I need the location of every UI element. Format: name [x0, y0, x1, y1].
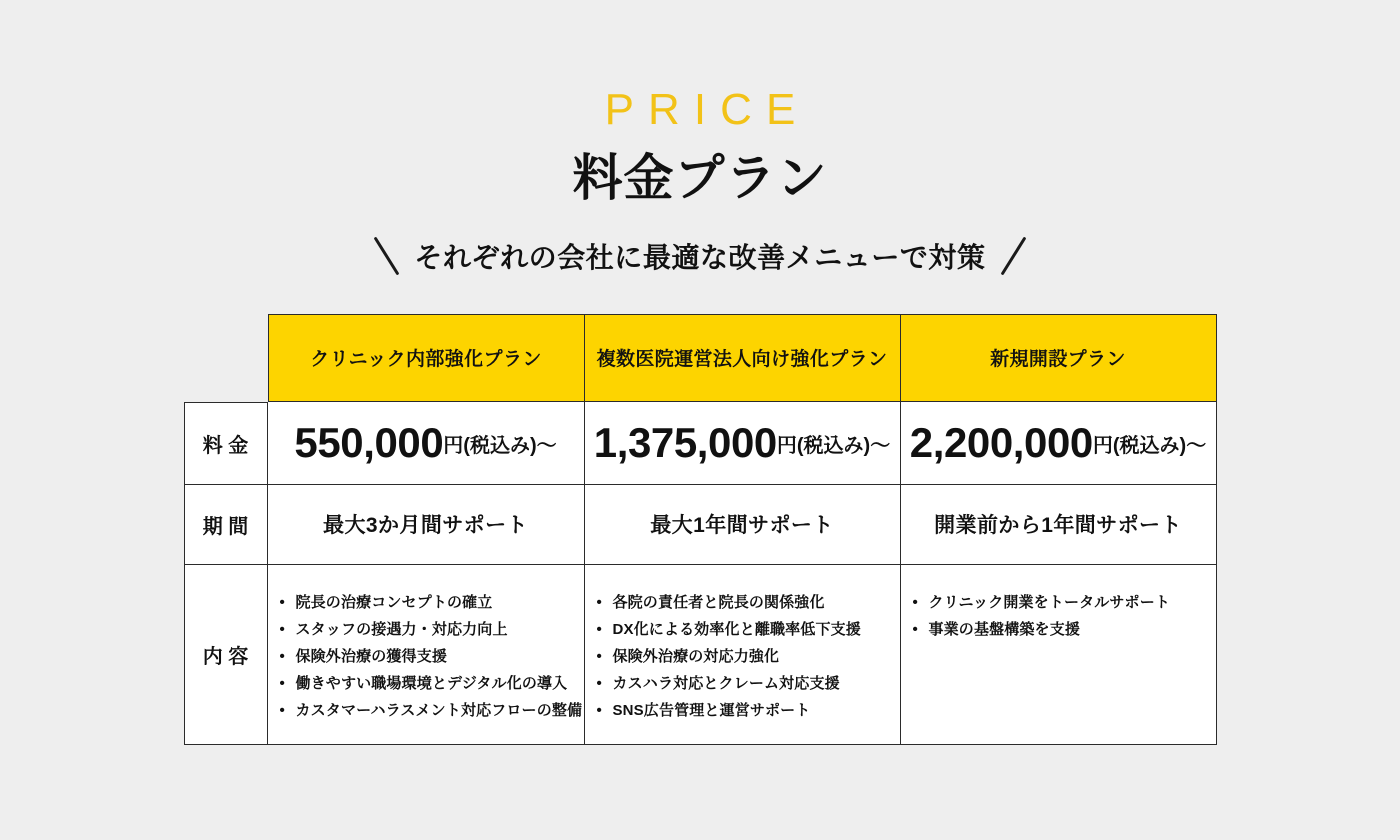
- features-cell-plan2: [585, 565, 901, 745]
- section-subtitle: それぞれの会社に最適な改善メニューで対策: [414, 241, 986, 273]
- feature-item: • SNS広告管理と運営サポート: [595, 703, 861, 719]
- price-cell-plan2: [585, 402, 901, 485]
- feature-item: • 保険外治療の対応力強化: [595, 649, 861, 665]
- price-cell-plan1: [268, 402, 585, 485]
- price-suffix: 円(税込み)〜: [443, 434, 557, 457]
- plan-header-multi-clinic: 複数医院運営法人向け強化プラン: [585, 314, 901, 402]
- feature-item: • 保険外治療の獲得支援: [278, 649, 583, 665]
- section-eyebrow: PRICE: [604, 85, 810, 134]
- page-title: 料金プラン: [572, 150, 828, 206]
- slash-decoration-right-icon: [1000, 236, 1026, 275]
- pricing-table: [184, 314, 1217, 745]
- feature-item: • 院長の治療コンセプトの確立: [278, 595, 583, 611]
- feature-item: • 働きやすい職場環境とデジタル化の導入: [278, 676, 583, 692]
- price-amount: 1,375,000: [593, 418, 777, 466]
- period-cell-plan1: 最大3か月間サポート: [268, 485, 585, 565]
- features-cell-plan3: [901, 565, 1217, 745]
- period-cell-plan3: 開業前から1年間サポート: [901, 485, 1217, 565]
- price-suffix: 円(税込み)〜: [1092, 434, 1207, 457]
- price-value: [294, 418, 557, 466]
- feature-item: • クリニック開業をトータルサポート: [911, 595, 1171, 611]
- row-label-content: 内容: [184, 565, 268, 745]
- subtitle-row: [0, 234, 1400, 278]
- feature-item: • スタッフの接遇力・対応力向上: [278, 622, 583, 638]
- features-list: [595, 595, 861, 730]
- slash-decoration-left-icon: [374, 236, 400, 275]
- price-amount: 550,000: [294, 418, 444, 466]
- price-amount: 2,200,000: [909, 418, 1093, 466]
- price-suffix: 円(税込み)〜: [776, 434, 891, 457]
- feature-item: • カスタマーハラスメント対応フローの整備: [278, 703, 583, 719]
- feature-item: • 事業の基盤構築を支援: [911, 622, 1171, 638]
- price-cell-plan3: [901, 402, 1217, 485]
- features-cell-plan1: [268, 565, 585, 745]
- feature-item: • 各院の責任者と院長の関係強化: [595, 595, 861, 611]
- features-list: [278, 595, 583, 730]
- row-label-period: 期間: [184, 485, 268, 565]
- price-value: [909, 418, 1207, 466]
- table-corner-cell: [184, 314, 268, 402]
- row-label-price: 料金: [184, 402, 268, 485]
- feature-item: • カスハラ対応とクレーム対応支援: [595, 676, 861, 692]
- plan-header-new-opening: 新規開設プラン: [901, 314, 1217, 402]
- plan-header-clinic-internal: クリニック内部強化プラン: [268, 314, 585, 402]
- feature-item: • DX化による効率化と離職率低下支援: [595, 622, 861, 638]
- price-value: [593, 418, 891, 466]
- period-cell-plan2: 最大1年間サポート: [585, 485, 901, 565]
- features-list: [911, 595, 1171, 649]
